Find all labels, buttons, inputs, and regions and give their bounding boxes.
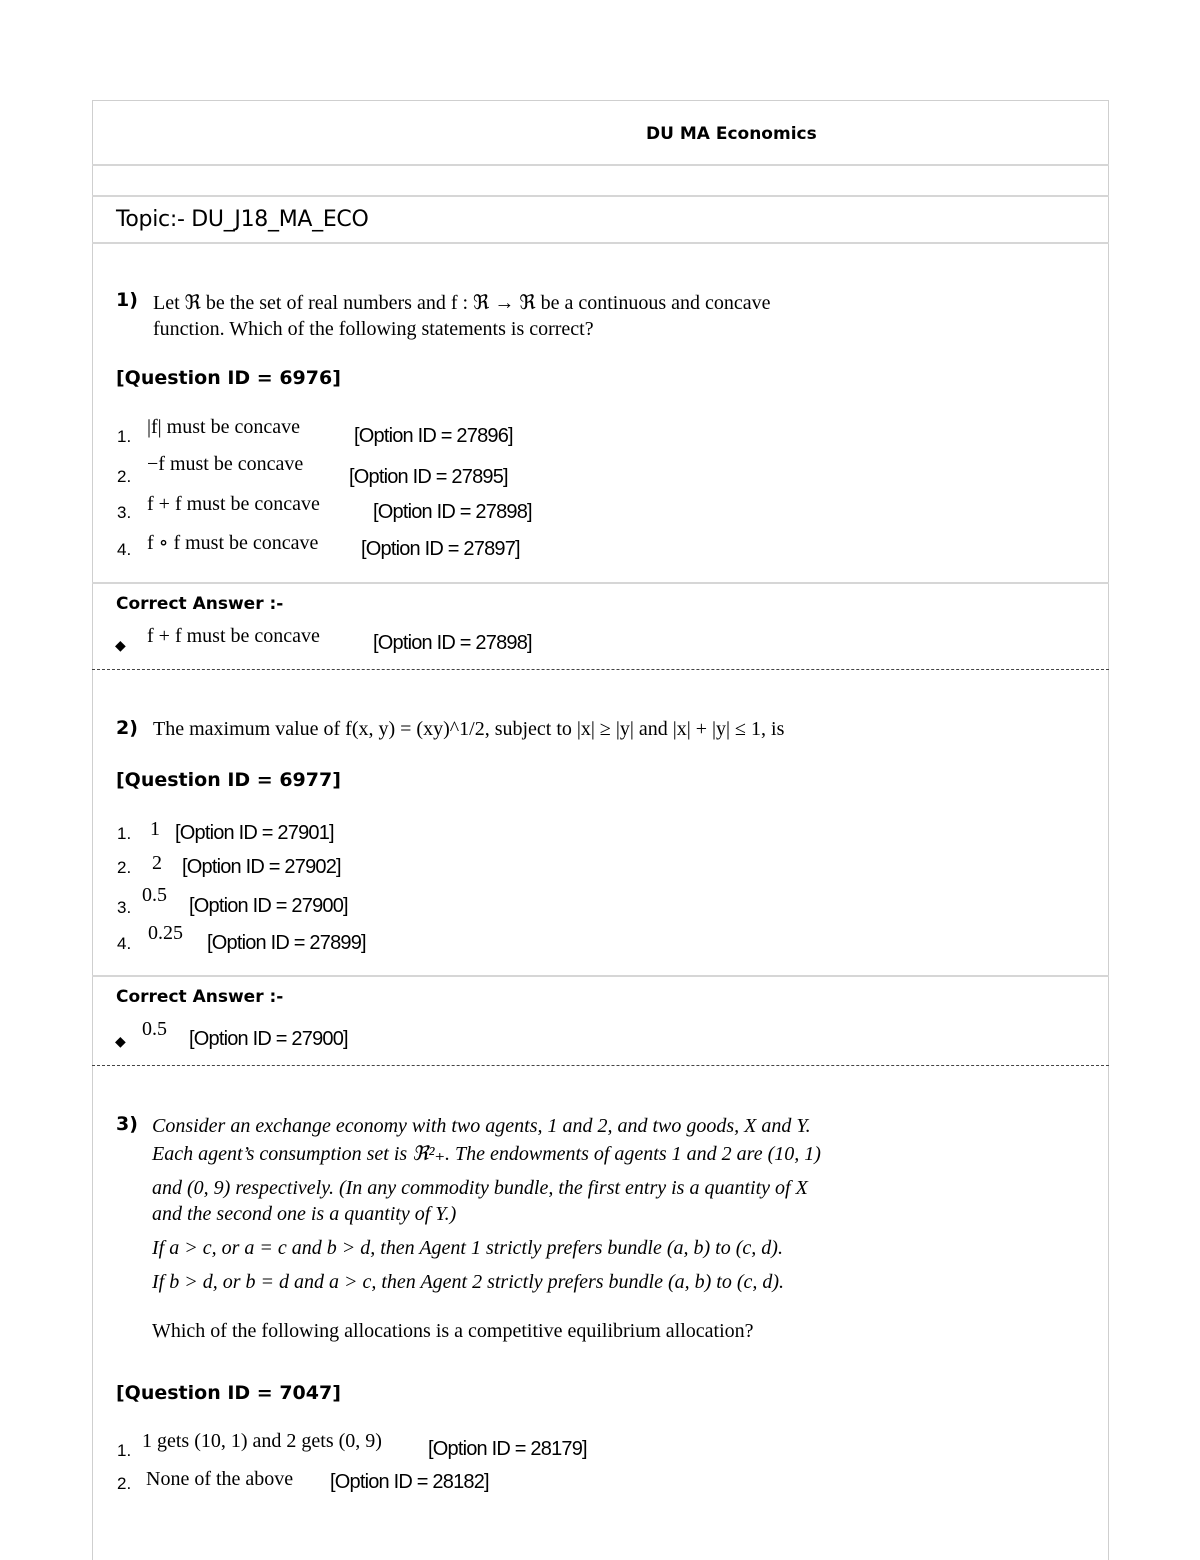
correct-answer-option-id: [Option ID = 27898] <box>373 632 532 654</box>
option-id: [Option ID = 27897] <box>361 538 520 560</box>
option-number: 2. <box>117 1474 132 1493</box>
page-header-title: DU MA Economics <box>646 124 817 144</box>
question-text-line: If a > c, or a = c and b > d, then Agent 1 strictly prefers bundle (a, b) to (c, d). <box>152 1237 783 1259</box>
question-number: 1) <box>116 289 138 311</box>
option-id: [Option ID = 28182] <box>330 1471 489 1493</box>
option-text: 0.25 <box>148 922 183 944</box>
dashed-separator <box>92 1065 1109 1066</box>
option-number: 2. <box>117 467 132 486</box>
question-text-line: Each agent’s consumption set is ℜ²₊. The endowments of agents 1 and 2 are (10, 1) <box>152 1143 821 1165</box>
divider <box>92 164 1109 166</box>
question-id: [Question ID = 6977] <box>116 769 341 791</box>
option-id: [Option ID = 27899] <box>207 932 366 954</box>
question-id: [Question ID = 6976] <box>116 367 341 389</box>
divider <box>92 582 1109 584</box>
correct-answer-option-id: [Option ID = 27900] <box>189 1028 348 1050</box>
question-text-line: If b > d, or b = d and a > c, then Agent 2 strictly prefers bundle (a, b) to (c, d). <box>152 1271 785 1293</box>
option-text: 0.5 <box>142 884 167 906</box>
option-text: 1 <box>150 818 160 840</box>
option-text: |f| must be concave <box>147 416 300 438</box>
option-id: [Option ID = 27898] <box>373 501 532 523</box>
question-text-line: and (0, 9) respectively. (In any commodity bundle, the first entry is a quantity of X <box>152 1177 808 1199</box>
bullet-icon: ◆ <box>115 637 126 653</box>
question-text-line: Consider an exchange economy with two agents, 1 and 2, and two goods, X and Y. <box>152 1115 811 1137</box>
correct-answer-text: f + f must be concave <box>147 625 320 647</box>
question-text-line: The maximum value of f(x, y) = (xy)^1/2, subject to |x| ≥ |y| and |x| + |y| ≤ 1, is <box>153 718 785 740</box>
option-id: [Option ID = 27896] <box>354 425 513 447</box>
option-number: 3. <box>117 898 132 917</box>
divider <box>92 242 1109 244</box>
correct-answer-text: 0.5 <box>142 1018 167 1040</box>
option-number: 2. <box>117 858 132 877</box>
question-id: [Question ID = 7047] <box>116 1382 341 1404</box>
option-id: [Option ID = 27900] <box>189 895 348 917</box>
option-id: [Option ID = 28179] <box>428 1438 587 1460</box>
option-number: 1. <box>117 824 132 843</box>
dashed-separator <box>92 669 1109 670</box>
correct-answer-label: Correct Answer :- <box>116 987 284 1007</box>
option-number: 4. <box>117 934 132 953</box>
option-text: f ∘ f must be concave <box>147 532 319 554</box>
question-text-line: function. Which of the following statements is correct? <box>153 318 594 340</box>
option-number: 3. <box>117 503 132 522</box>
option-id: [Option ID = 27901] <box>175 822 334 844</box>
option-number: 1. <box>117 427 132 446</box>
bullet-icon: ◆ <box>115 1033 126 1049</box>
question-text-line: and the second one is a quantity of Y.) <box>152 1203 457 1225</box>
option-text: 2 <box>152 852 162 874</box>
question-text-line: Which of the following allocations is a competitive equilibrium allocation? <box>152 1320 754 1342</box>
question-number: 3) <box>116 1113 138 1135</box>
divider <box>92 195 1109 197</box>
option-id: [Option ID = 27895] <box>349 466 508 488</box>
question-text-line: Let ℜ be the set of real numbers and f : ℜ → ℜ be a continuous and concave <box>153 292 771 314</box>
option-text: None of the above <box>146 1468 294 1490</box>
option-number: 4. <box>117 540 132 559</box>
question-number: 2) <box>116 717 138 739</box>
option-text: f + f must be concave <box>147 493 320 515</box>
divider <box>92 975 1109 977</box>
topic-title: Topic:- DU_J18_MA_ECO <box>116 207 369 232</box>
correct-answer-label: Correct Answer :- <box>116 594 284 614</box>
option-number: 1. <box>117 1441 132 1460</box>
option-text: −f must be concave <box>147 453 304 475</box>
option-id: [Option ID = 27902] <box>182 856 341 878</box>
option-text: 1 gets (10, 1) and 2 gets (0, 9) <box>142 1430 382 1452</box>
